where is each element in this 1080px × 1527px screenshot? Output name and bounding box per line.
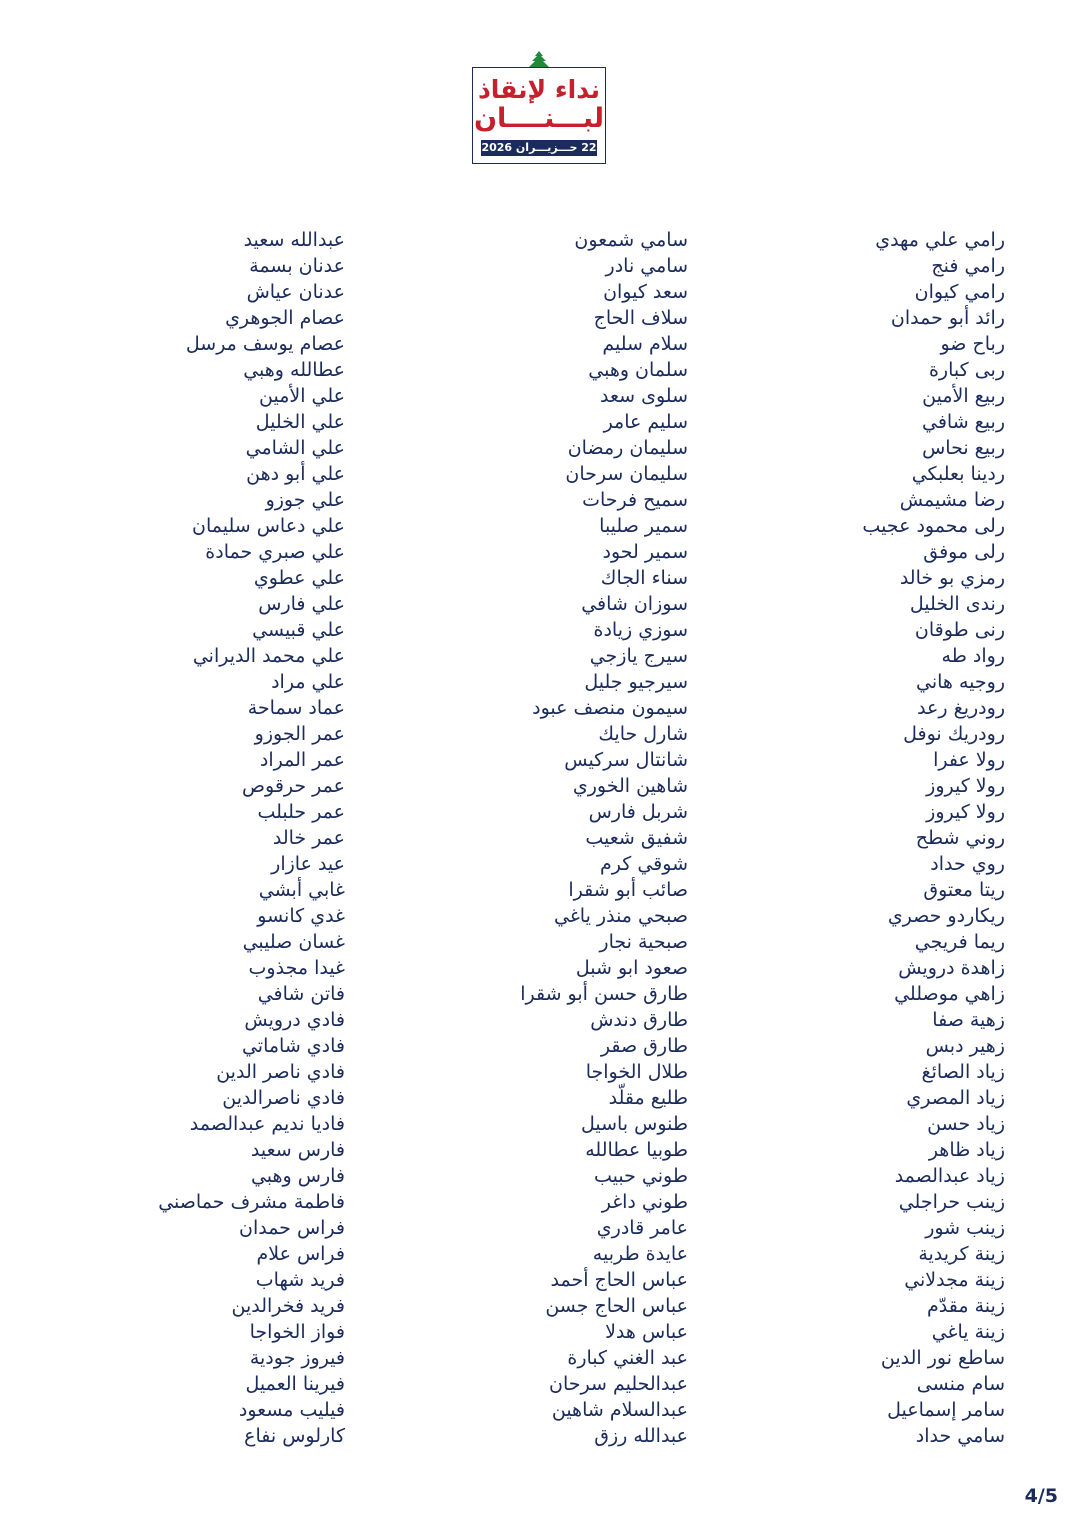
- signatory-name: ربيع شافي: [922, 411, 1005, 433]
- signatory-name: عباس الحاج جسن: [545, 1295, 688, 1317]
- signatory-name: زينة مقدّم: [927, 1295, 1005, 1317]
- signatory-name: طوني داغر: [601, 1191, 688, 1213]
- signatory-name: علي فارس: [258, 593, 345, 615]
- signatory-name: عمر حرقوص: [242, 775, 345, 797]
- signatory-name: عباس هدلا: [605, 1321, 688, 1343]
- signatory-name: عمر خالد: [272, 827, 345, 849]
- signatory-name: ردينا بعلبكي: [911, 463, 1005, 485]
- signatory-name: ربى كبارة: [928, 359, 1005, 381]
- names-column-middle: [368, 227, 688, 1449]
- signatory-name: سلام سليم: [602, 333, 688, 355]
- signatory-name: علي الخليل: [255, 411, 345, 433]
- signatory-name: عبد الغني كبارة: [567, 1347, 688, 1369]
- signatory-name: رندى الخليل: [909, 593, 1005, 615]
- signatory-name: عمر المراد: [259, 749, 345, 771]
- signatory-name: زياد الصائغ: [921, 1061, 1005, 1083]
- signatory-name: سلمان وهبي: [588, 359, 688, 381]
- signatory-name: صعود ابو شبل: [575, 957, 688, 979]
- signatory-name: رلى موفق: [923, 541, 1005, 563]
- signatory-name: رودريغ رعد: [917, 697, 1005, 719]
- signatory-name: فادي ناصرالدين: [222, 1087, 345, 1109]
- signatory-name: فارس وهبي: [250, 1165, 345, 1187]
- signatory-name: فراس علام: [256, 1243, 345, 1265]
- signatory-name: عباس الحاج أحمد: [550, 1269, 688, 1291]
- signatory-name: عامر قادري: [596, 1217, 688, 1239]
- signatory-name: زينب شور: [925, 1217, 1005, 1239]
- signatory-name: علي مراد: [271, 671, 345, 693]
- signatory-name: سعد كيوان: [603, 281, 688, 303]
- signatory-name: عماد سماحة: [247, 697, 345, 719]
- signatory-name: سناء الجاك: [600, 567, 688, 589]
- signatory-name: ريما فريجي: [914, 931, 1005, 953]
- signatory-name: عبدالسلام شاهين: [551, 1399, 688, 1421]
- signatory-name: عطالله وهبي: [243, 359, 345, 381]
- signatory-name: عصام يوسف مرسل: [185, 333, 345, 355]
- signatory-name: عصام الجوهري: [225, 307, 345, 329]
- signatory-name: سيرجيو جليل: [584, 671, 688, 693]
- signatory-name: عدنان عياش: [246, 281, 345, 303]
- signatory-name: رامي فنج: [931, 255, 1005, 277]
- signatory-name: سلاف الحاج: [593, 307, 688, 329]
- signatory-name: علي جوزو: [265, 489, 345, 511]
- signatory-name: رودريك نوفل: [903, 723, 1005, 745]
- campaign-logo: [472, 67, 606, 164]
- signatory-name: سيرج يازجي: [589, 645, 688, 667]
- signatory-name: ساطع نور الدين: [880, 1347, 1005, 1369]
- signatory-name: صبحية نجار: [599, 931, 688, 953]
- signatory-name: فريد فخرالدين: [231, 1295, 345, 1317]
- signatory-name: زياد حسن: [927, 1113, 1005, 1135]
- signatory-name: فادي درويش: [244, 1009, 345, 1031]
- signatory-name: فيروز جودية: [249, 1347, 345, 1369]
- signatory-name: روجيه هاني: [916, 671, 1005, 693]
- signatory-name: عبدالله سعيد: [243, 229, 345, 251]
- signatory-name: فارس سعيد: [250, 1139, 345, 1161]
- signatory-name: علي الشامي: [245, 437, 345, 459]
- signatory-name: طارق صقر: [600, 1035, 688, 1057]
- signatory-name: غسان صليبي: [242, 931, 345, 953]
- signatory-name: عمر الجوزو: [254, 723, 345, 745]
- signatory-name: ربيع نحاس: [922, 437, 1005, 459]
- signatory-name: سلوى سعد: [600, 385, 688, 407]
- signatory-name: شفيق شعيب: [585, 827, 688, 849]
- signatory-name: طلال الخواجا: [585, 1061, 688, 1083]
- signatory-name: غابي أبشي: [258, 879, 345, 901]
- signatory-name: سليم عامر: [603, 411, 688, 433]
- signatory-name: سميح فرحات: [582, 489, 688, 511]
- signatory-name: سليمان رمضان: [567, 437, 688, 459]
- names-column-left: [25, 227, 345, 1449]
- signatory-name: رامي علي مهدي: [875, 229, 1005, 251]
- signatory-name: سليمان سرحان: [565, 463, 688, 485]
- signatory-name: زاهدة درويش: [898, 957, 1005, 979]
- signatory-name: فريد شهاب: [255, 1269, 345, 1291]
- signatory-name: طارق حسن أبو شقرا: [520, 983, 688, 1005]
- signatory-name: رباح ضو: [940, 333, 1005, 355]
- signatory-name: رمزي بو خالد: [899, 567, 1005, 589]
- signatory-name: علي محمد الديراني: [192, 645, 345, 667]
- signatory-name: رولا عفرا: [933, 749, 1005, 771]
- signatory-name: عمر حلبلب: [257, 801, 345, 823]
- signatory-name: فادي ناصر الدين: [216, 1061, 345, 1083]
- signatory-name: رضا مشيمش: [899, 489, 1005, 511]
- signatory-name: شربل فارس: [588, 801, 688, 823]
- signatory-name: علي صبري حمادة: [205, 541, 345, 563]
- signatory-name: سام منسى: [916, 1373, 1005, 1395]
- signatory-name: سمير لحود: [602, 541, 688, 563]
- signatory-name: عدنان بسمة: [249, 255, 345, 277]
- signatory-name: رنى طوقان: [914, 619, 1005, 641]
- signatory-name: زينة ياغي: [931, 1321, 1005, 1343]
- signatory-name: شاهين الخوري: [572, 775, 688, 797]
- signatory-name: زياد عبدالصمد: [894, 1165, 1005, 1187]
- signatory-name: فراس حمدان: [238, 1217, 345, 1239]
- signatory-name: رلى محمود عجيب: [862, 515, 1005, 537]
- signatory-name: فاديا نديم عبدالصمد: [189, 1113, 345, 1135]
- signatory-name: ريتا معتوق: [923, 879, 1005, 901]
- signatory-name: طنوس باسيل: [580, 1113, 688, 1135]
- signatory-name: زهية صفا: [932, 1009, 1005, 1031]
- signatory-name: سامي شمعون: [574, 229, 688, 251]
- signatory-name: كارلوس نفاع: [244, 1425, 345, 1447]
- signatory-name: سامي حداد: [915, 1425, 1005, 1447]
- signatory-name: سمير صليبا: [599, 515, 688, 537]
- signatory-name: ريكاردو حصري: [887, 905, 1005, 927]
- signatory-name: عبدالحليم سرحان: [549, 1373, 688, 1395]
- signatory-name: زهير دبس: [925, 1035, 1005, 1057]
- signatory-name: صائب أبو شقرا: [568, 879, 688, 901]
- signatory-name: صبحي منذر ياغي: [554, 905, 688, 927]
- signatory-name: علي دعاس سليمان: [192, 515, 345, 537]
- signatory-name: زينة مجدلاني: [904, 1269, 1005, 1291]
- signatory-name: فواز الخواجا: [249, 1321, 345, 1343]
- signatory-name: رولا كيروز: [926, 801, 1005, 823]
- signatory-name: شوقي كرم: [600, 853, 688, 875]
- signatory-name: فاتن شافي: [257, 983, 345, 1005]
- logo-subtitle: لبـــنــــان: [474, 103, 604, 134]
- signatory-name: شارل حايك: [598, 723, 688, 745]
- signatory-name: سيمون منصف عبود: [532, 697, 688, 719]
- signatory-name: طوبيا عطالله: [585, 1139, 688, 1161]
- signatory-name: رائد أبو حمدان: [890, 307, 1005, 329]
- signatory-name: زينة كريدية: [918, 1243, 1005, 1265]
- signatory-name: غدي كانسو: [257, 905, 345, 927]
- signatory-name: طليع مقلّد: [608, 1087, 688, 1109]
- signatory-name: سوزي زيادة: [593, 619, 688, 641]
- signatory-name: طوني حبيب: [594, 1165, 688, 1187]
- signatory-name: روني شطح: [915, 827, 1005, 849]
- signatory-name: فيليب مسعود: [238, 1399, 345, 1421]
- page-number: 4/5: [1024, 1485, 1058, 1507]
- signatory-name: فيرينا العميل: [245, 1373, 345, 1395]
- signatory-name: رامي كيوان: [914, 281, 1005, 303]
- signatory-name: علي الأمين: [259, 385, 345, 407]
- signatory-name: شانتال سركيس: [564, 749, 688, 771]
- signatory-name: عيد عازار: [271, 853, 345, 875]
- signatory-name: عايدة طربيه: [592, 1243, 688, 1265]
- signatory-name: روي حداد: [930, 853, 1005, 875]
- signatory-name: زياد المصري: [906, 1087, 1005, 1109]
- signatory-name: زينب حراجلي: [898, 1191, 1005, 1213]
- signatory-name: ربيع الأمين: [922, 385, 1005, 407]
- signatory-name: عبدالله رزق: [594, 1425, 688, 1447]
- signatory-name: علي قبيسي: [252, 619, 345, 641]
- logo-title: نداء لإنقاذ: [477, 75, 601, 104]
- signatory-name: سامر إسماعيل: [887, 1399, 1005, 1421]
- names-column-right: [685, 227, 1005, 1449]
- signatory-name: رواد طه: [941, 645, 1005, 667]
- signatory-name: زياد ظاهر: [928, 1139, 1005, 1161]
- logo-date-banner: 22 حـــزيـــران 2026: [481, 141, 597, 154]
- signatory-name: غيدا مجذوب: [248, 957, 345, 979]
- signatory-name: فادي شاماتي: [241, 1035, 345, 1057]
- signatory-name: علي أبو دهن: [246, 463, 345, 485]
- signatory-name: فاطمة مشرف حماصني: [158, 1191, 345, 1213]
- signatory-name: سامي نادر: [605, 255, 688, 277]
- signatory-name: زاهي موصللي: [894, 983, 1005, 1005]
- signatory-name: سوزان شافي: [581, 593, 688, 615]
- signatory-name: رولا كيروز: [926, 775, 1005, 797]
- signatory-name: علي عطوي: [253, 567, 345, 589]
- signatory-name: طارق دندش: [590, 1009, 688, 1031]
